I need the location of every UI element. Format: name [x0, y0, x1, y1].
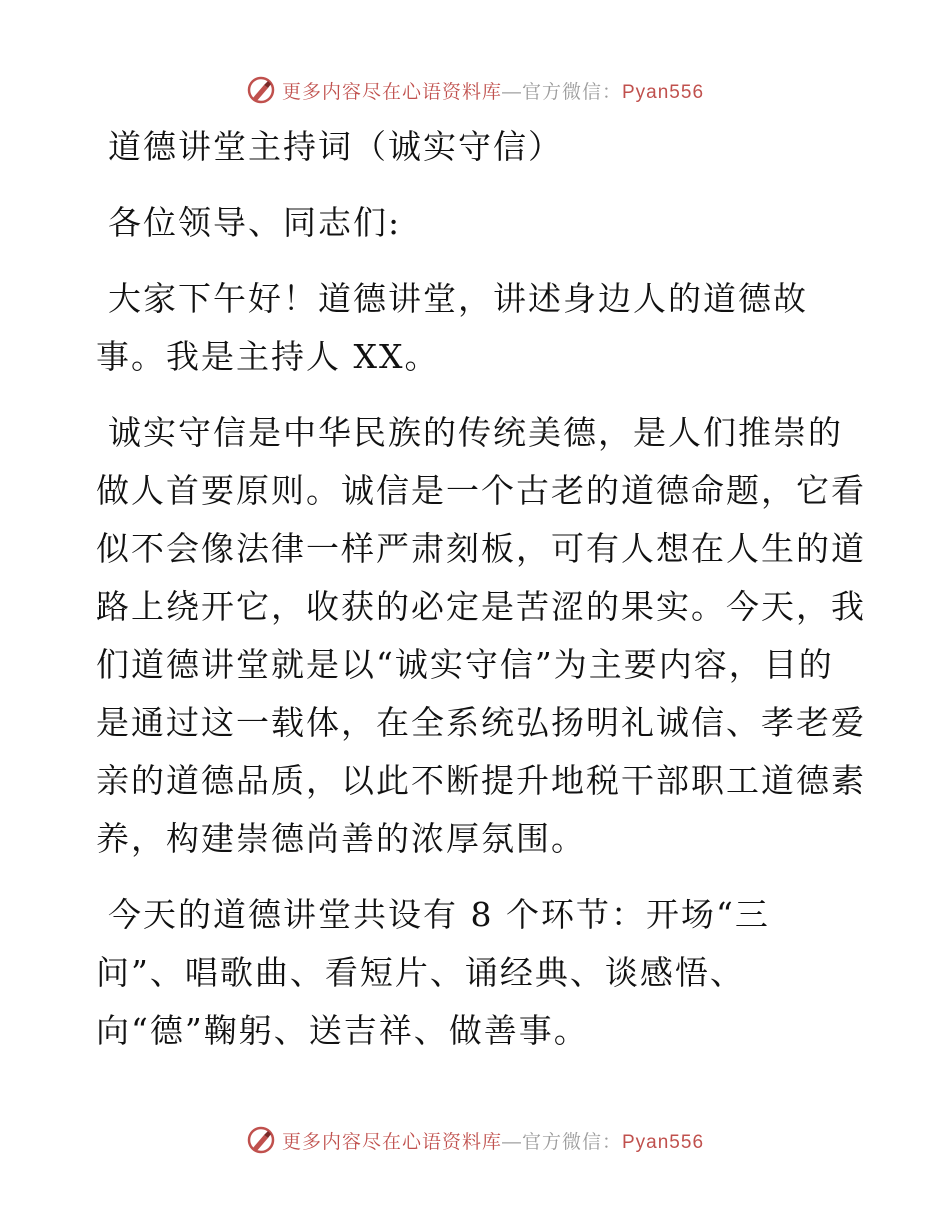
watermark-sub: 官方微信：	[521, 81, 622, 103]
paragraph-line: 们道德讲堂就是以“诚实守信”为主要内容，目的	[96, 645, 834, 684]
paragraph-line: 亲的道德品质，以此不断提升地税干部职工道德素	[96, 761, 866, 800]
pen-logo-icon	[246, 1125, 276, 1155]
watermark-text	[282, 1127, 704, 1154]
paragraph-line: 是通过这一载体，在全系统弘扬明礼诚信、孝老爱	[96, 703, 866, 742]
spacer	[96, 386, 856, 404]
watermark-main: 更多内容尽在心语资料库	[281, 1130, 502, 1153]
paragraph-line: 做人首要原则。诚信是一个古老的道德命题，它看	[96, 471, 866, 510]
spacer	[96, 868, 856, 886]
watermark-banner-top	[0, 70, 950, 110]
watermark-sub: 官方微信：	[521, 1131, 622, 1153]
paragraph-line: 事。我是主持人 XX。	[96, 337, 440, 376]
pen-logo-icon	[246, 75, 276, 105]
watermark-main: 更多内容尽在心语资料库	[281, 80, 502, 103]
paragraph-greeting	[96, 270, 856, 386]
paragraph-agenda	[96, 886, 856, 1060]
spacer	[96, 252, 856, 270]
paragraph-line: 向“德”鞠躬、送吉祥、做善事。	[96, 1011, 589, 1050]
watermark-wechat-id: Pyan556	[622, 81, 705, 103]
paragraph-line: 诚实守信是中华民族的传统美德，是人们推崇的	[108, 413, 843, 452]
paragraph-line: 似不会像法律一样严肃刻板，可有人想在人生的道	[96, 529, 866, 568]
watermark-separator: —	[501, 81, 522, 103]
paragraph-integrity	[96, 404, 866, 868]
paragraph-line: 养，构建崇德尚善的浓厚氛围。	[96, 819, 586, 858]
watermark-wechat-id: Pyan556	[622, 1131, 705, 1153]
spacer	[96, 176, 856, 194]
paragraph-line: 今天的道德讲堂共设有 8 个环节：开场“三	[108, 895, 770, 934]
watermark-banner-bottom	[0, 1120, 950, 1160]
watermark-text	[282, 77, 704, 104]
paragraph-line: 问”、唱歌曲、看短片、诵经典、谈感悟、	[96, 953, 745, 992]
paragraph-line: 大家下午好！道德讲堂，讲述身边人的道德故	[108, 279, 808, 318]
paragraph-line: 路上绕开它，收获的必定是苦涩的果实。今天，我	[96, 587, 866, 626]
document-body	[96, 118, 866, 1060]
salutation: 各位领导、同志们:	[108, 203, 402, 242]
document-title: 道德讲堂主持词（诚实守信）	[108, 127, 563, 166]
watermark-separator: —	[501, 1131, 522, 1153]
